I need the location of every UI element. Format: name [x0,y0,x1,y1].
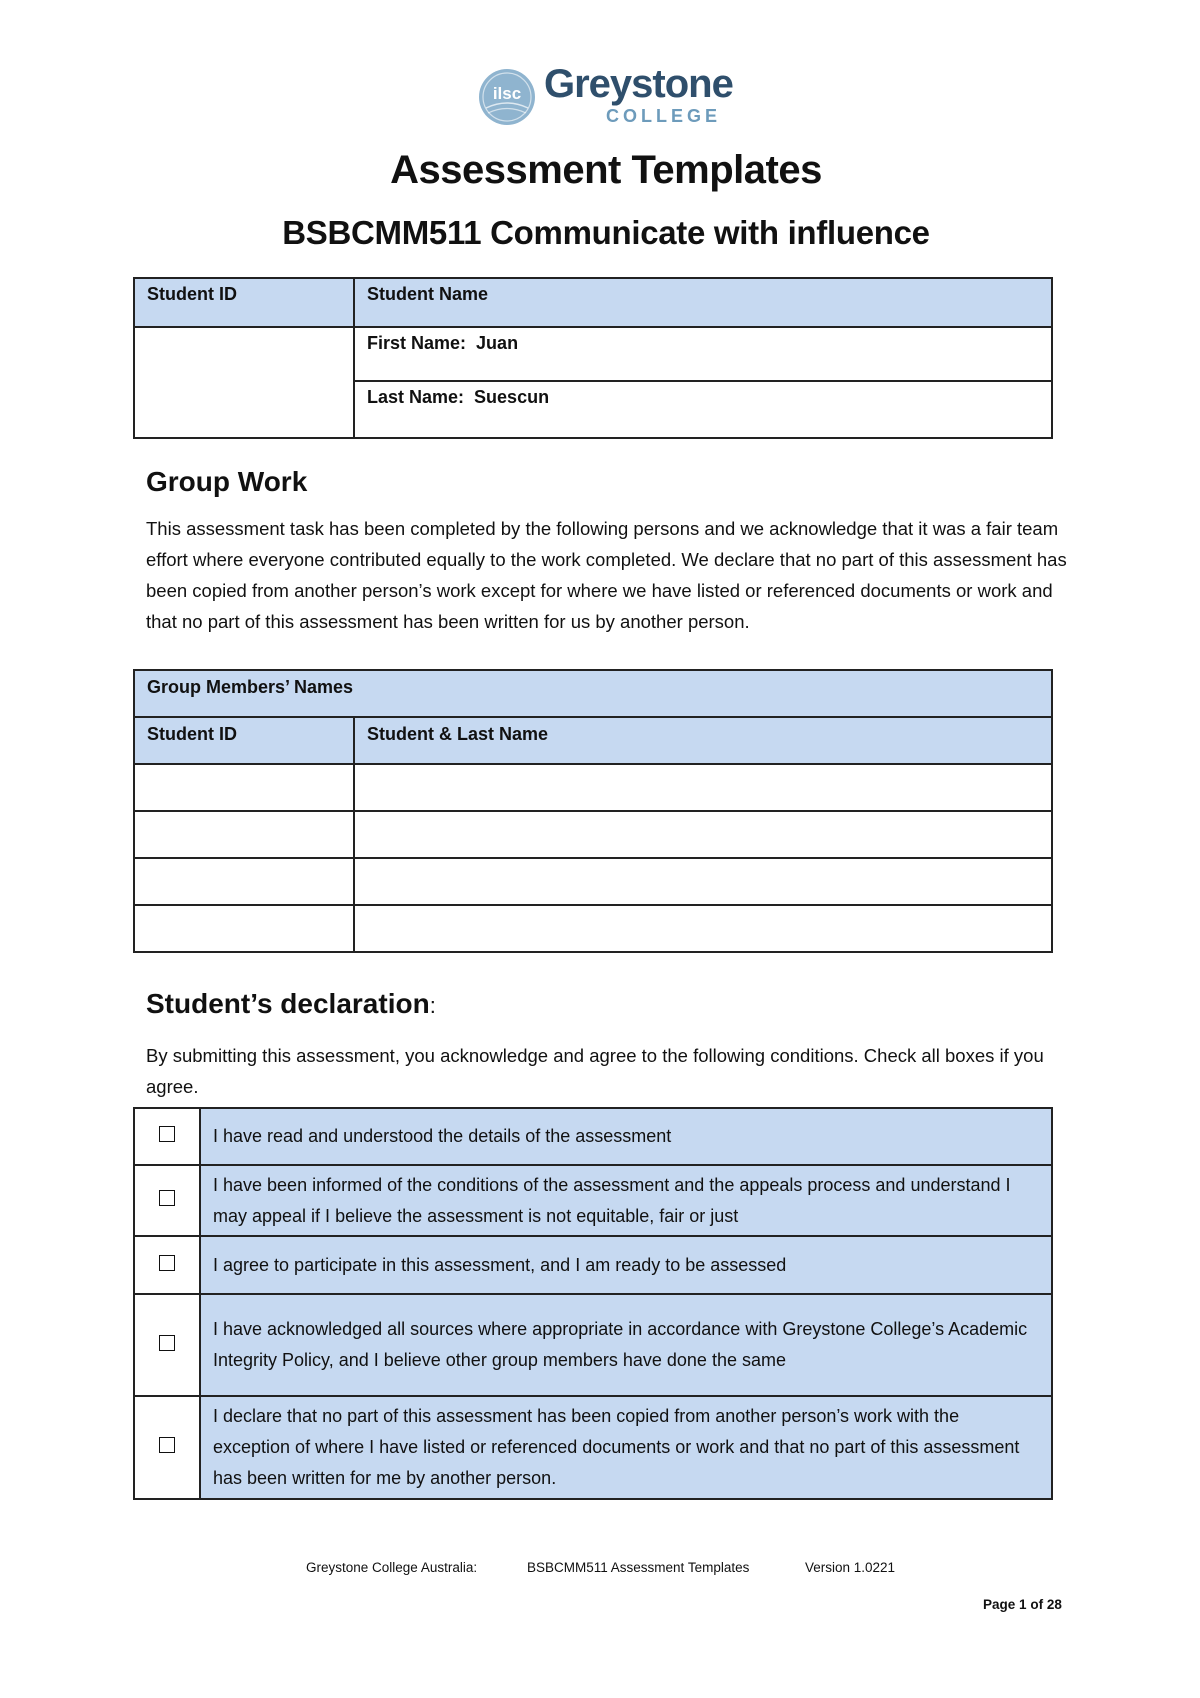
declaration-row [134,1396,1052,1499]
ilsc-badge-icon [478,68,536,126]
student-info-table [133,277,1053,439]
table-row [134,764,1052,811]
declaration-checkbox[interactable] [134,1108,200,1165]
declaration-checkbox[interactable] [134,1236,200,1294]
first-name-label: First Name: [367,333,467,353]
group-col-student-name: Student & Last Name [354,717,1052,764]
logo-name: Greystone [544,62,733,106]
document-subtitle: BSBCMM511 Communicate with influence [282,214,930,251]
declaration-heading-text: Student’s declaration [146,988,430,1019]
last-name-label: Last Name: [367,387,465,407]
last-name-cell[interactable] [354,381,1052,438]
page-current: 1 [1019,1597,1027,1612]
declaration-text: I have been informed of the conditions of the assessment and the appeals process and understand I may appeal if I believe the assessment is not equitable, fair or just [200,1165,1052,1236]
checkbox-icon [159,1437,175,1453]
declaration-text: I declare that no part of this assessment has been copied from another person’s work with the exception of where I have listed or referenced documents or work and that no part of this assessment has been written for me by another person. [200,1396,1052,1499]
document-title: Assessment Templates [390,148,822,192]
member-id-cell[interactable] [134,905,354,952]
college-logo [478,62,738,134]
page-of-label: of [1030,1597,1044,1612]
table-row [134,905,1052,952]
footer-version: Version 1.0221 [805,1560,896,1575]
last-name-value: Suescun [474,387,550,407]
first-name-value: Juan [476,333,519,353]
table-row [134,811,1052,858]
declaration-heading [146,988,436,1020]
student-name-header: Student Name [354,278,1052,327]
group-col-student-id: Student ID [134,717,354,764]
member-name-cell[interactable] [354,858,1052,905]
group-members-title: Group Members’ Names [134,670,1052,717]
checkbox-icon [159,1255,175,1271]
declaration-checkbox[interactable] [134,1165,200,1236]
group-work-heading: Group Work [146,466,308,497]
declaration-row [134,1294,1052,1396]
student-id-cell[interactable] [134,327,354,438]
group-members-table [133,669,1053,953]
member-name-cell[interactable] [354,764,1052,811]
checkbox-icon [159,1190,175,1206]
checkbox-icon [159,1335,175,1351]
declaration-table [133,1107,1053,1500]
page-label: Page [983,1597,1016,1612]
page-number [983,1597,1062,1612]
table-row [134,858,1052,905]
declaration-heading-colon: : [429,993,436,1018]
member-name-cell[interactable] [354,811,1052,858]
member-id-cell[interactable] [134,811,354,858]
footer-doc: BSBCMM511 Assessment Templates [527,1560,750,1575]
declaration-text: I have acknowledged all sources where appropriate in accordance with Greystone College’s Academic Integrity Policy, and I believe other group members have done the same [200,1294,1052,1396]
declaration-text: I have read and understood the details of the assessment [200,1108,1052,1165]
declaration-row [134,1165,1052,1236]
group-work-text: This assessment task has been completed by the following persons and we acknowledge that it was a fair team effort where everyone contributed equally to the work completed. We declare that no part of this assessment has been copied from another person’s work except for where we have listed or referenced documents or work and that no part of this assessment has been written for us by another person. [146,518,1067,632]
declaration-text: I agree to participate in this assessment, and I am ready to be assessed [200,1236,1052,1294]
declaration-checkbox[interactable] [134,1294,200,1396]
logo-sub: COLLEGE [606,106,722,126]
checkbox-icon [159,1126,175,1142]
badge-text: ilsc [492,84,522,103]
member-id-cell[interactable] [134,764,354,811]
first-name-cell[interactable] [354,327,1052,381]
declaration-row [134,1236,1052,1294]
declaration-checkbox[interactable] [134,1396,200,1499]
member-id-cell[interactable] [134,858,354,905]
declaration-row [134,1108,1052,1165]
footer-org: Greystone College Australia: [306,1560,478,1575]
declaration-intro: By submitting this assessment, you acknowledge and agree to the following conditions. Check all boxes if you agree. [146,1045,1044,1097]
page-total: 28 [1046,1597,1062,1612]
student-id-header: Student ID [134,278,354,327]
member-name-cell[interactable] [354,905,1052,952]
